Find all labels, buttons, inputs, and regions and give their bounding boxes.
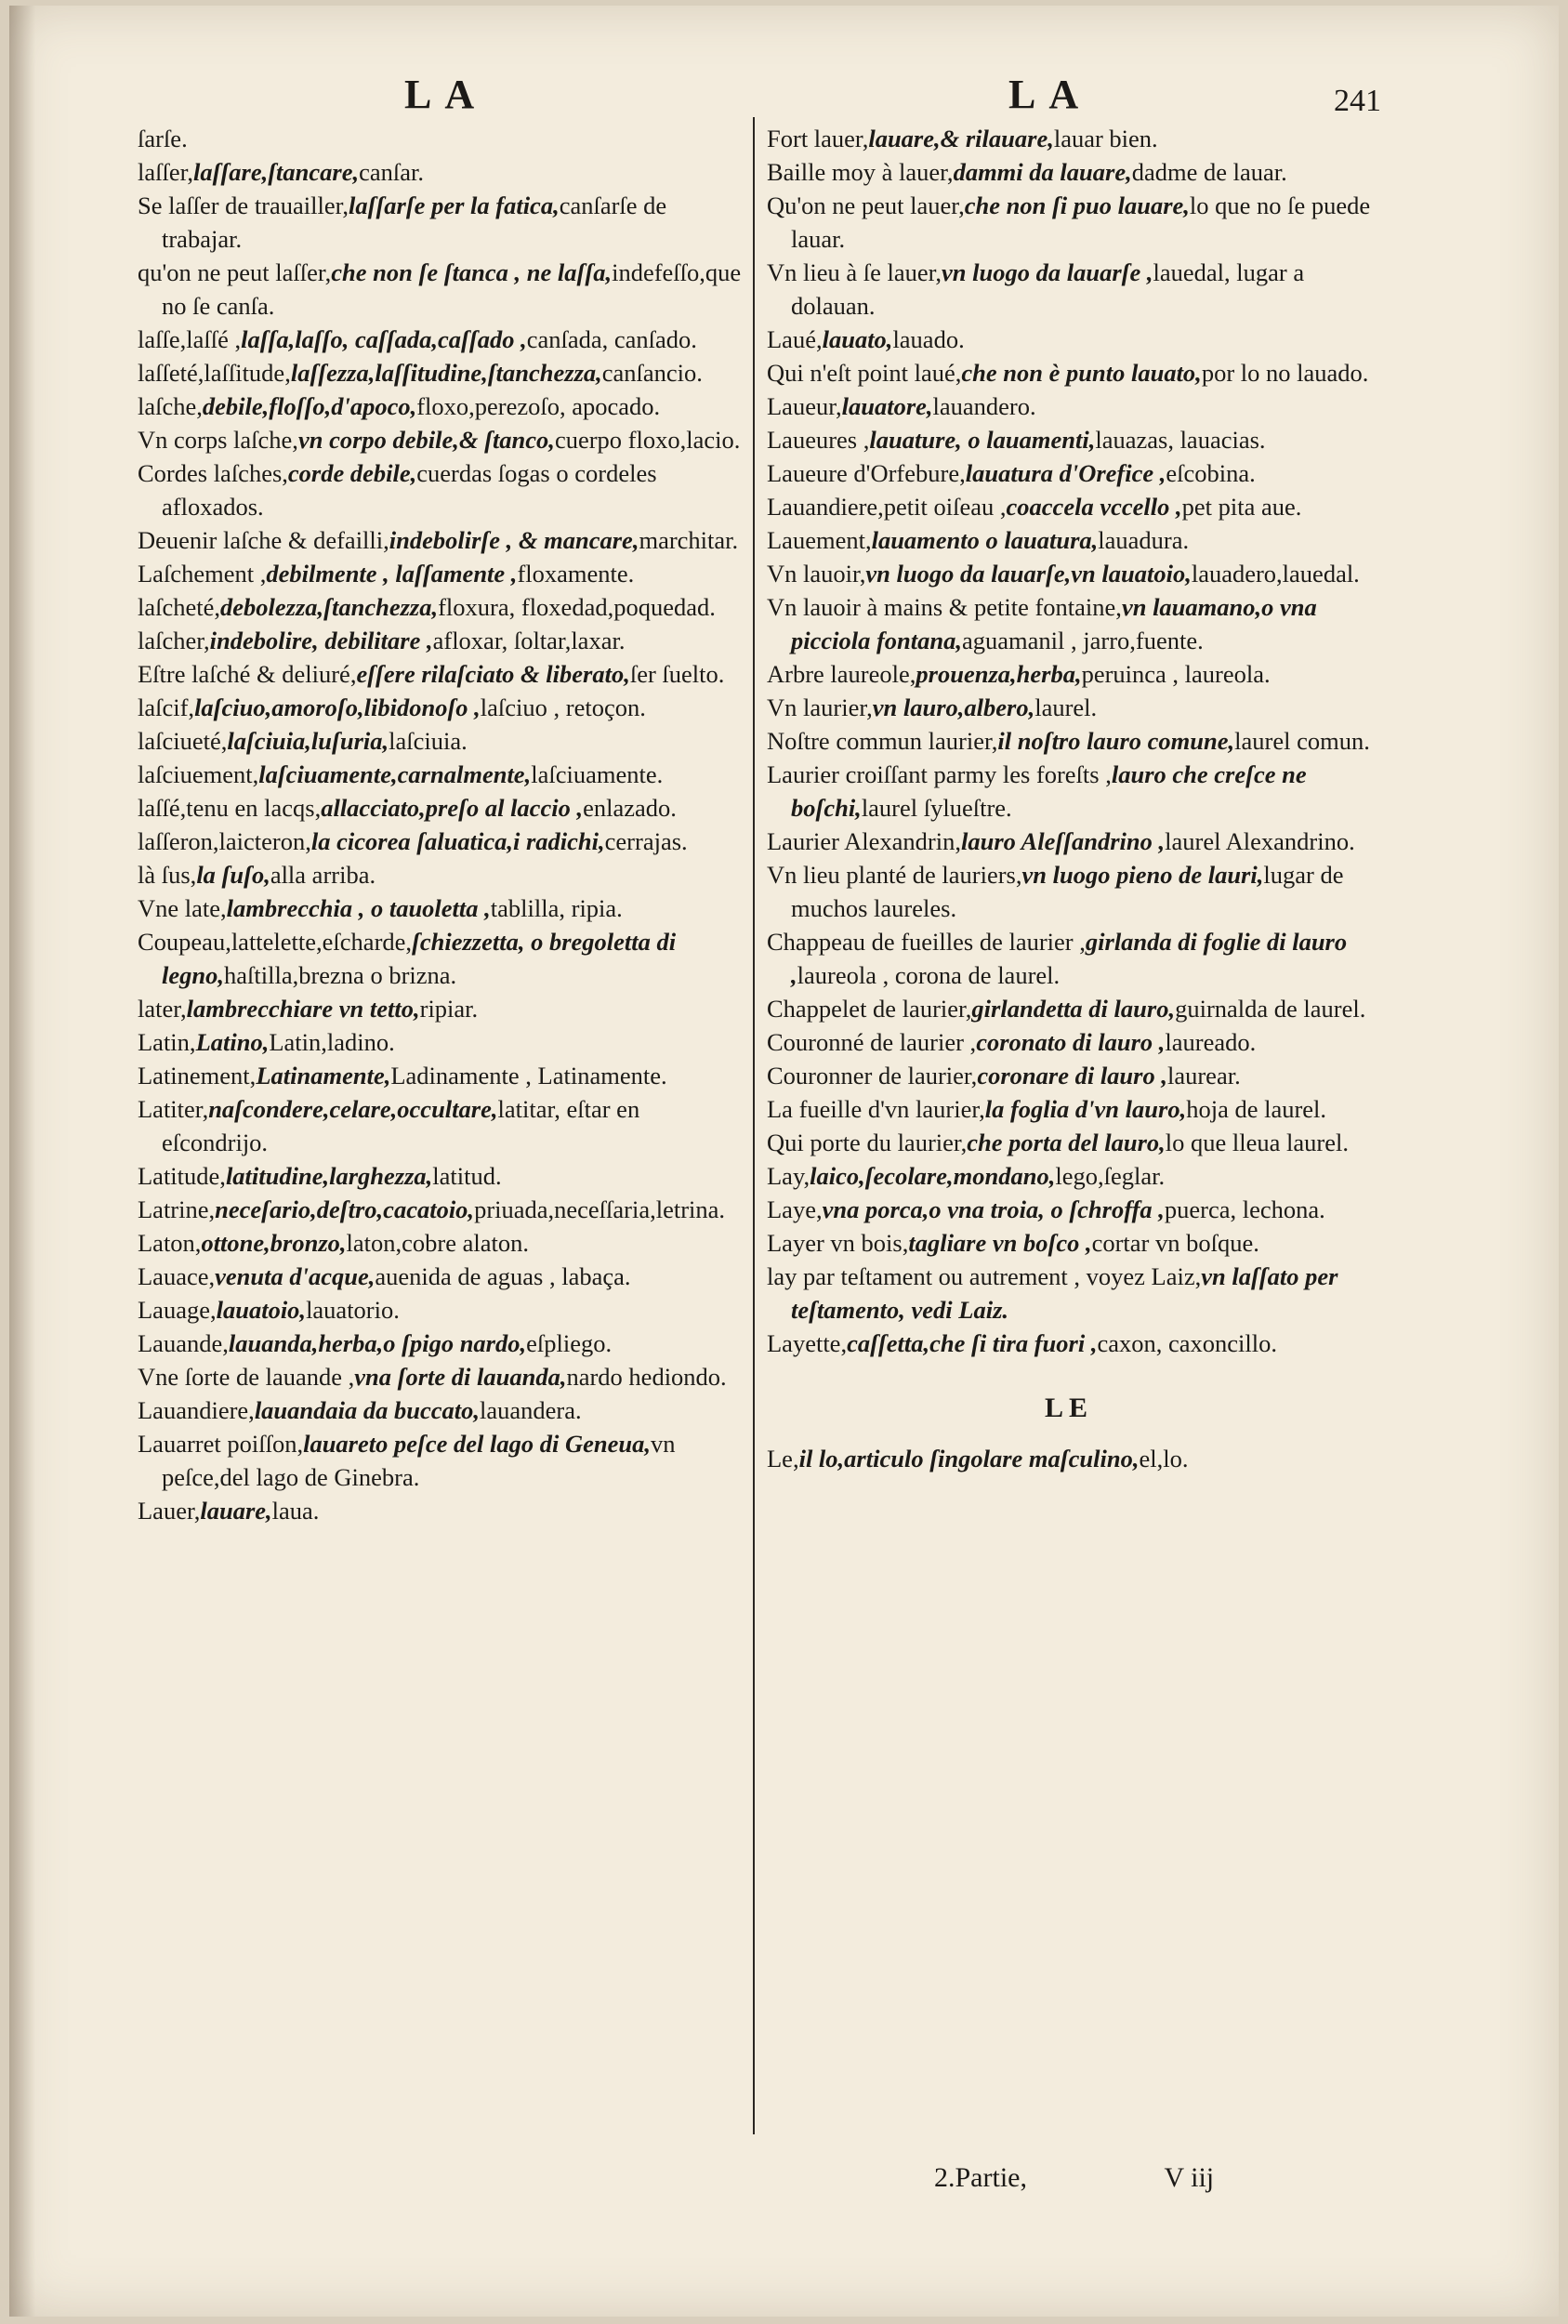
spanish-gloss: lauadura. bbox=[1098, 526, 1190, 554]
dictionary-entry bbox=[138, 858, 742, 891]
dictionary-entry bbox=[138, 691, 742, 724]
headword: later, bbox=[138, 995, 187, 1023]
headword: Vn lauoir, bbox=[767, 560, 866, 588]
dictionary-entry bbox=[138, 825, 742, 858]
spanish-gloss: latitud. bbox=[432, 1162, 502, 1190]
italian-gloss: lauro che creſce ne boſchi, bbox=[791, 760, 1307, 822]
spanish-gloss: laurel. bbox=[1034, 693, 1098, 721]
section-heading: LE bbox=[1044, 1393, 1094, 1423]
italian-gloss: corde debile, bbox=[287, 459, 417, 487]
spanish-gloss: cuerdas ſogas o cordeles afloxados. bbox=[162, 459, 657, 521]
headword: laſſer, bbox=[138, 158, 194, 186]
dictionary-entry bbox=[138, 1226, 742, 1260]
spanish-gloss: dadme de lauar. bbox=[1131, 158, 1287, 186]
dictionary-entry bbox=[138, 1293, 742, 1327]
column-divider bbox=[753, 117, 755, 2134]
dictionary-entry bbox=[767, 925, 1371, 992]
spanish-gloss: ripiar. bbox=[419, 995, 479, 1023]
headword: Latrine, bbox=[138, 1195, 216, 1223]
spanish-gloss: laton,cobre alaton. bbox=[346, 1229, 529, 1257]
dictionary-entry bbox=[767, 557, 1371, 590]
italian-gloss: eſſere rilaſciato & liberato, bbox=[356, 660, 630, 688]
dictionary-entry bbox=[138, 1494, 742, 1527]
spanish-gloss: eſcobina. bbox=[1166, 459, 1256, 487]
headword: laſcif, bbox=[138, 693, 195, 721]
italian-gloss: vn corpo debile,& ſtanco, bbox=[297, 426, 555, 454]
spanish-gloss: canſada, canſado. bbox=[526, 325, 697, 353]
italian-gloss: lauatura d'Orefice , bbox=[965, 459, 1166, 487]
dictionary-entry bbox=[138, 791, 742, 825]
dictionary-entry bbox=[767, 691, 1371, 724]
headword: laſſe,laſſé , bbox=[138, 325, 242, 353]
spanish-gloss: lauandera. bbox=[480, 1396, 582, 1424]
spanish-gloss: pet pita aue. bbox=[1181, 493, 1302, 521]
dictionary-entry bbox=[138, 1427, 742, 1494]
spanish-gloss: laurel ſylueſtre. bbox=[861, 794, 1012, 822]
dictionary-entry bbox=[138, 925, 742, 992]
spanish-gloss: guirnalda de laurel. bbox=[1175, 995, 1366, 1023]
spanish-gloss: nardo hediondo. bbox=[566, 1363, 727, 1391]
dictionary-entry bbox=[138, 1025, 742, 1059]
dictionary-entry bbox=[767, 657, 1371, 691]
spanish-gloss: laurel comun. bbox=[1234, 727, 1370, 755]
italian-gloss: laſſa,laſſo, caſſada,caſſado , bbox=[241, 325, 527, 353]
headword: Couronner de laurier, bbox=[767, 1062, 978, 1089]
signature-mark: V iij bbox=[1164, 2162, 1215, 2193]
italian-gloss: allacciato,preſo al laccio , bbox=[321, 794, 584, 822]
dictionary-entry bbox=[767, 1126, 1371, 1159]
headword: laſche, bbox=[138, 392, 203, 420]
dictionary-entry bbox=[138, 624, 742, 657]
dictionary-entry bbox=[138, 323, 742, 356]
headword: Lauande, bbox=[138, 1329, 229, 1357]
spanish-gloss: floxo,perezoſo, apocado. bbox=[416, 392, 661, 420]
running-header-left: LA bbox=[404, 72, 488, 117]
page-footer bbox=[823, 2162, 1362, 2194]
dictionary-entry bbox=[767, 323, 1371, 356]
dictionary-entry bbox=[138, 992, 742, 1025]
part-label: 2.Partie, bbox=[934, 2162, 1027, 2193]
spanish-gloss: laua. bbox=[271, 1497, 320, 1525]
dictionary-entry bbox=[767, 490, 1371, 523]
headword: Couronné de laurier , bbox=[767, 1028, 977, 1056]
headword: Latinement, bbox=[138, 1062, 257, 1089]
headword: Lauandiere, bbox=[138, 1396, 255, 1424]
spanish-gloss: latitar, eſtar en eſcondrijo. bbox=[162, 1095, 640, 1156]
page-number: 241 bbox=[1334, 84, 1381, 118]
dictionary-entry bbox=[138, 1059, 742, 1092]
dictionary-entry bbox=[767, 1025, 1371, 1059]
headword: Arbre laureole, bbox=[767, 660, 916, 688]
italian-gloss: la ſuſo, bbox=[196, 861, 270, 889]
italian-gloss: lauamento o lauatura, bbox=[871, 526, 1099, 554]
spanish-gloss: canſancio. bbox=[601, 359, 703, 387]
headword: Laueures , bbox=[767, 426, 870, 454]
headword: Lauarret poiſſon, bbox=[138, 1430, 304, 1458]
dictionary-entry bbox=[767, 390, 1371, 423]
spanish-gloss: lo que no ſe puede lauar. bbox=[791, 191, 1371, 253]
headword: Coupeau,lattelette,eſcharde, bbox=[138, 928, 413, 956]
italian-gloss: che non ſi puo lauare, bbox=[964, 191, 1190, 219]
dictionary-entry bbox=[138, 155, 742, 189]
spanish-gloss: floxamente. bbox=[517, 560, 635, 588]
italian-gloss: indebolire, debilitare , bbox=[209, 627, 433, 654]
headword: Laué, bbox=[767, 325, 823, 353]
running-header-right: LA bbox=[1008, 72, 1092, 117]
spanish-gloss: el,lo. bbox=[1139, 1445, 1189, 1472]
headword: laſciuement, bbox=[138, 760, 259, 788]
italian-gloss: lauanda,herba,o ſpigo nardo, bbox=[228, 1329, 527, 1357]
dictionary-entry bbox=[138, 356, 742, 390]
spanish-gloss: por lo no lauado. bbox=[1201, 359, 1369, 387]
spanish-gloss: cuerpo floxo,lacio. bbox=[554, 426, 741, 454]
headword: Laurier Alexandrin, bbox=[767, 827, 961, 855]
headword: Vne late, bbox=[138, 894, 227, 922]
spanish-gloss: alla arriba. bbox=[270, 861, 376, 889]
dictionary-entry bbox=[767, 858, 1371, 925]
headword: Layette, bbox=[767, 1329, 848, 1357]
headword: Vn lieu planté de lauriers, bbox=[767, 861, 1022, 889]
dictionary-entry bbox=[138, 1360, 742, 1393]
spanish-gloss: lauar bien. bbox=[1053, 125, 1158, 152]
italian-gloss: lauato, bbox=[822, 325, 893, 353]
italian-gloss: lauareto peſce del lago di Geneua, bbox=[303, 1430, 651, 1458]
spanish-gloss: laurear. bbox=[1166, 1062, 1241, 1089]
dictionary-entry bbox=[138, 758, 742, 791]
dictionary-entry bbox=[767, 1327, 1371, 1360]
italian-gloss: laico,ſecolare,mondano, bbox=[810, 1162, 1056, 1190]
spanish-gloss: lauadero,lauedal. bbox=[1191, 560, 1360, 588]
italian-gloss: venuta d'acque, bbox=[215, 1262, 376, 1290]
dictionary-entry bbox=[138, 724, 742, 758]
italian-gloss: ſchiezzetta, o bregoletta di legno, bbox=[162, 928, 677, 989]
italian-gloss: lambrecchia , o tauoletta , bbox=[226, 894, 491, 922]
spanish-gloss: ſer ſuelto. bbox=[629, 660, 725, 688]
headword: Lauace, bbox=[138, 1262, 216, 1290]
spanish-gloss: lauandero. bbox=[932, 392, 1036, 420]
spanish-gloss: marchitar. bbox=[639, 526, 739, 554]
spanish-gloss: peruinca , laureola. bbox=[1081, 660, 1271, 688]
italian-gloss: laſſare,ſtancare, bbox=[193, 158, 360, 186]
headword: Vne ſorte de lauande , bbox=[138, 1363, 355, 1391]
spanish-gloss: laſciuo , retoçon. bbox=[480, 693, 646, 721]
italian-gloss: la cicorea ſaluatica,i radichi, bbox=[310, 827, 605, 855]
headword: Lay, bbox=[767, 1162, 810, 1190]
italian-gloss: laſciuamente,carnalmente, bbox=[258, 760, 532, 788]
spanish-gloss: tablilla, ripia. bbox=[490, 894, 623, 922]
headword: Laueure d'Orfebure, bbox=[767, 459, 966, 487]
italian-gloss: coaccela vccello , bbox=[1006, 493, 1182, 521]
dictionary-entry bbox=[138, 256, 742, 323]
dictionary-entry bbox=[138, 1393, 742, 1427]
right-column-after-heading bbox=[767, 1442, 1371, 1475]
headword: Laueur, bbox=[767, 392, 842, 420]
book-page bbox=[9, 6, 1559, 2317]
spanish-gloss: hoja de laurel. bbox=[1186, 1095, 1327, 1123]
spanish-gloss: auenida de aguas , labaça. bbox=[375, 1262, 631, 1290]
dictionary-entry bbox=[138, 523, 742, 557]
dictionary-entry bbox=[767, 825, 1371, 858]
italian-gloss: laſſezza,laſſitudine,ſtanchezza, bbox=[290, 359, 602, 387]
italian-gloss: che non ſe ſtanca , ne laſſa, bbox=[331, 258, 613, 286]
headword: Baille moy à lauer, bbox=[767, 158, 954, 186]
dictionary-entry bbox=[767, 155, 1371, 189]
spanish-gloss: canſarſe de trabajar. bbox=[162, 191, 667, 253]
spanish-gloss: laureado. bbox=[1165, 1028, 1257, 1056]
spanish-gloss: Ladinamente , Latinamente. bbox=[390, 1062, 667, 1089]
headword: Laſchement , bbox=[138, 560, 267, 588]
gutter-shadow bbox=[9, 6, 35, 2317]
italian-gloss: coronato di lauro , bbox=[976, 1028, 1166, 1056]
italian-gloss: vn luogo da lauarſe , bbox=[942, 258, 1153, 286]
headword: Latitude, bbox=[138, 1162, 226, 1190]
italian-gloss: naſcondere,celare,occultare, bbox=[208, 1095, 498, 1123]
italian-gloss: lauatoio, bbox=[216, 1296, 307, 1324]
spanish-gloss: Latin,ladino. bbox=[269, 1028, 395, 1056]
spanish-gloss: lo que lleua laurel. bbox=[1165, 1129, 1349, 1156]
italian-gloss: lauatore, bbox=[841, 392, 933, 420]
dictionary-entry bbox=[767, 122, 1371, 155]
italian-gloss: debolezza,ſtanchezza, bbox=[220, 593, 439, 621]
headword: laſcheté, bbox=[138, 593, 221, 621]
dictionary-entry bbox=[767, 1159, 1371, 1193]
headword: Qui n'eſt point laué, bbox=[767, 359, 962, 387]
dictionary-entry bbox=[767, 523, 1371, 557]
dictionary-entry bbox=[138, 390, 742, 423]
dictionary-entry bbox=[138, 557, 742, 590]
headword: Lauement, bbox=[767, 526, 872, 554]
headword: Lauandiere,petit oiſeau , bbox=[767, 493, 1007, 521]
dictionary-entry bbox=[767, 189, 1371, 256]
italian-gloss: coronare di lauro , bbox=[977, 1062, 1167, 1089]
headword: Lauer, bbox=[138, 1497, 201, 1525]
headword: là ſus, bbox=[138, 861, 197, 889]
dictionary-entry bbox=[138, 456, 742, 523]
headword: Laton, bbox=[138, 1229, 202, 1257]
italian-gloss: indebolirſe , & mancare, bbox=[389, 526, 639, 554]
dictionary-entry bbox=[767, 1260, 1371, 1327]
dictionary-entry bbox=[767, 758, 1371, 825]
spanish-gloss: eſpliego. bbox=[526, 1329, 613, 1357]
spanish-gloss: laurel Alexandrino. bbox=[1165, 827, 1355, 855]
spanish-gloss: cerrajas. bbox=[604, 827, 688, 855]
italian-gloss: Latino, bbox=[195, 1028, 270, 1056]
italian-gloss: caſſetta,che ſi tira fuori , bbox=[847, 1329, 1098, 1357]
headword: qu'on ne peut laſſer, bbox=[138, 258, 332, 286]
italian-gloss: vn lauro,albero, bbox=[872, 693, 1035, 721]
dictionary-entry bbox=[767, 992, 1371, 1025]
dictionary-entry bbox=[138, 1193, 742, 1226]
dictionary-entry bbox=[138, 590, 742, 624]
italian-gloss: laſciuo,amoroſo,libidonoſo , bbox=[194, 693, 481, 721]
italian-gloss: Latinamente, bbox=[256, 1062, 391, 1089]
headword: Latiter, bbox=[138, 1095, 209, 1123]
italian-gloss: debilmente , laſſamente , bbox=[266, 560, 518, 588]
right-column-entries bbox=[767, 122, 1371, 1360]
italian-gloss: lauro Aleſſandrino , bbox=[960, 827, 1166, 855]
dictionary-entry bbox=[138, 122, 742, 155]
italian-gloss: ottone,bronzo, bbox=[201, 1229, 347, 1257]
headword: Laurier croiſſant parmy les foreſts , bbox=[767, 760, 1112, 788]
headword: Eſtre laſché & deliuré, bbox=[138, 660, 357, 688]
headword: Vn lauoir à mains & petite fontaine, bbox=[767, 593, 1122, 621]
headword: lay par teſtament ou autrement , voyez Laiz, bbox=[767, 1262, 1202, 1290]
italian-gloss: vna porca,o vna troia, o ſchroffa , bbox=[822, 1195, 1165, 1223]
dictionary-entry bbox=[767, 1442, 1371, 1475]
headword: Cordes laſches, bbox=[138, 459, 288, 487]
dictionary-entry bbox=[138, 1260, 742, 1293]
headword: Deuenir laſche & defailli, bbox=[138, 526, 389, 554]
spanish-gloss: priuada,neceſſaria,letrina. bbox=[474, 1195, 726, 1223]
left-column bbox=[138, 122, 742, 1527]
headword: Lauage, bbox=[138, 1296, 217, 1324]
italian-gloss: laſciuia,luſuria, bbox=[227, 727, 389, 755]
dictionary-entry bbox=[767, 1059, 1371, 1092]
italian-gloss: girlandetta di lauro, bbox=[971, 995, 1176, 1023]
spanish-gloss: afloxar, ſoltar,laxar. bbox=[432, 627, 626, 654]
spanish-gloss: lugar de muchos laureles. bbox=[791, 861, 1344, 922]
headword: ſarſe. bbox=[138, 125, 188, 152]
spanish-gloss: cortar vn boſque. bbox=[1091, 1229, 1259, 1257]
spanish-gloss: vn peſce,del lago de Ginebra. bbox=[162, 1430, 676, 1491]
spanish-gloss: aguamanil , jarro,fuente. bbox=[962, 627, 1204, 654]
spanish-gloss: puerca, lechona. bbox=[1164, 1195, 1325, 1223]
headword: laſſé,tenu en lacqs, bbox=[138, 794, 322, 822]
italian-gloss: lauature, o lauamenti, bbox=[869, 426, 1096, 454]
dictionary-entry bbox=[767, 256, 1371, 323]
headword: Vn corps laſche, bbox=[138, 426, 298, 454]
headword: laſſeté,laſſitude, bbox=[138, 359, 291, 387]
italian-gloss: vna ſorte di lauanda, bbox=[354, 1363, 567, 1391]
spanish-gloss: indefeſſo,que no ſe canſa. bbox=[162, 258, 742, 320]
spanish-gloss: lauazas, lauacias. bbox=[1095, 426, 1266, 454]
headword: Fort lauer, bbox=[767, 125, 869, 152]
headword: Vn laurier, bbox=[767, 693, 873, 721]
italian-gloss: laſſarſe per la fatica, bbox=[349, 191, 560, 219]
headword: Se laſſer de trauailler, bbox=[138, 191, 349, 219]
headword: laſcher, bbox=[138, 627, 210, 654]
spanish-gloss: lauatorio. bbox=[306, 1296, 400, 1324]
headword: Latin, bbox=[138, 1028, 196, 1056]
dictionary-entry bbox=[138, 423, 742, 456]
italian-gloss: il noſtro lauro comune, bbox=[997, 727, 1235, 755]
spanish-gloss: caxon, caxoncillo. bbox=[1097, 1329, 1277, 1357]
italian-gloss: lauare,& rilauare, bbox=[868, 125, 1054, 152]
dictionary-entry bbox=[767, 423, 1371, 456]
dictionary-entry bbox=[767, 590, 1371, 657]
dictionary-entry bbox=[138, 1327, 742, 1360]
headword: Le, bbox=[767, 1445, 799, 1472]
spanish-gloss: enlazado. bbox=[583, 794, 677, 822]
italian-gloss: lauandaia da buccato, bbox=[254, 1396, 481, 1424]
italian-gloss: prouenza,herba, bbox=[916, 660, 1082, 688]
italian-gloss: latitudine,larghezza, bbox=[225, 1162, 433, 1190]
dictionary-entry bbox=[138, 891, 742, 925]
dictionary-entry bbox=[767, 1226, 1371, 1260]
italian-gloss: vn laſſato per teſtamento, vedi Laiz. bbox=[791, 1262, 1338, 1324]
dictionary-entry bbox=[767, 724, 1371, 758]
dictionary-entry bbox=[767, 356, 1371, 390]
right-column bbox=[767, 122, 1371, 1475]
italian-gloss: tagliare vn boſco , bbox=[908, 1229, 1092, 1257]
italian-gloss: debile,floſſo,d'apoco, bbox=[202, 392, 417, 420]
dictionary-entry bbox=[138, 189, 742, 256]
italian-gloss: che non è punto lauato, bbox=[961, 359, 1202, 387]
headword: La fueille d'vn laurier, bbox=[767, 1095, 985, 1123]
headword: Vn lieu à ſe lauer, bbox=[767, 258, 942, 286]
headword: laſciueté, bbox=[138, 727, 228, 755]
dictionary-entry bbox=[138, 1092, 742, 1159]
spanish-gloss: haſtilla,brezna o brizna. bbox=[224, 961, 457, 989]
spanish-gloss: lego,ſeglar. bbox=[1055, 1162, 1166, 1190]
italian-gloss: vn lauamano,o vna picciola fontana, bbox=[791, 593, 1317, 654]
spanish-gloss: canſar. bbox=[359, 158, 425, 186]
dictionary-entry bbox=[767, 1193, 1371, 1226]
headword: Chappelet de laurier, bbox=[767, 995, 972, 1023]
spanish-gloss: laureola , corona de laurel. bbox=[797, 961, 1061, 989]
italian-gloss: la foglia d'vn lauro, bbox=[984, 1095, 1187, 1123]
spanish-gloss: lauedal, lugar a dolauan. bbox=[791, 258, 1305, 320]
italian-gloss: lauare, bbox=[200, 1497, 272, 1525]
spanish-gloss: floxura, floxedad,poquedad. bbox=[438, 593, 716, 621]
italian-gloss: il lo,articulo ſingolare maſculino, bbox=[798, 1445, 1140, 1472]
headword: laſſeron,laicteron, bbox=[138, 827, 311, 855]
italian-gloss: vn luogo pieno de lauri, bbox=[1021, 861, 1264, 889]
italian-gloss: neceſario,deſtro,cacatoio, bbox=[215, 1195, 475, 1223]
headword: Layer vn bois, bbox=[767, 1229, 909, 1257]
headword: Qu'on ne peut lauer, bbox=[767, 191, 965, 219]
headword: Laye, bbox=[767, 1195, 823, 1223]
italian-gloss: lambrecchiare vn tetto, bbox=[186, 995, 420, 1023]
italian-gloss: vn luogo da lauarſe,vn lauatoio, bbox=[865, 560, 1192, 588]
headword: Qui porte du laurier, bbox=[767, 1129, 968, 1156]
italian-gloss: dammi da lauare, bbox=[953, 158, 1132, 186]
dictionary-entry bbox=[767, 456, 1371, 490]
dictionary-entry bbox=[138, 657, 742, 691]
spanish-gloss: lauado. bbox=[892, 325, 965, 353]
headword: Chappeau de fueilles de laurier , bbox=[767, 928, 1086, 956]
dictionary-entry bbox=[767, 1092, 1371, 1126]
italian-gloss: girlanda di foglie di lauro , bbox=[791, 928, 1348, 989]
spanish-gloss: laſciuia. bbox=[389, 727, 468, 755]
dictionary-entry bbox=[138, 1159, 742, 1193]
italian-gloss: che porta del lauro, bbox=[967, 1129, 1166, 1156]
spanish-gloss: laſciuamente. bbox=[531, 760, 664, 788]
headword: Noſtre commun laurier, bbox=[767, 727, 998, 755]
